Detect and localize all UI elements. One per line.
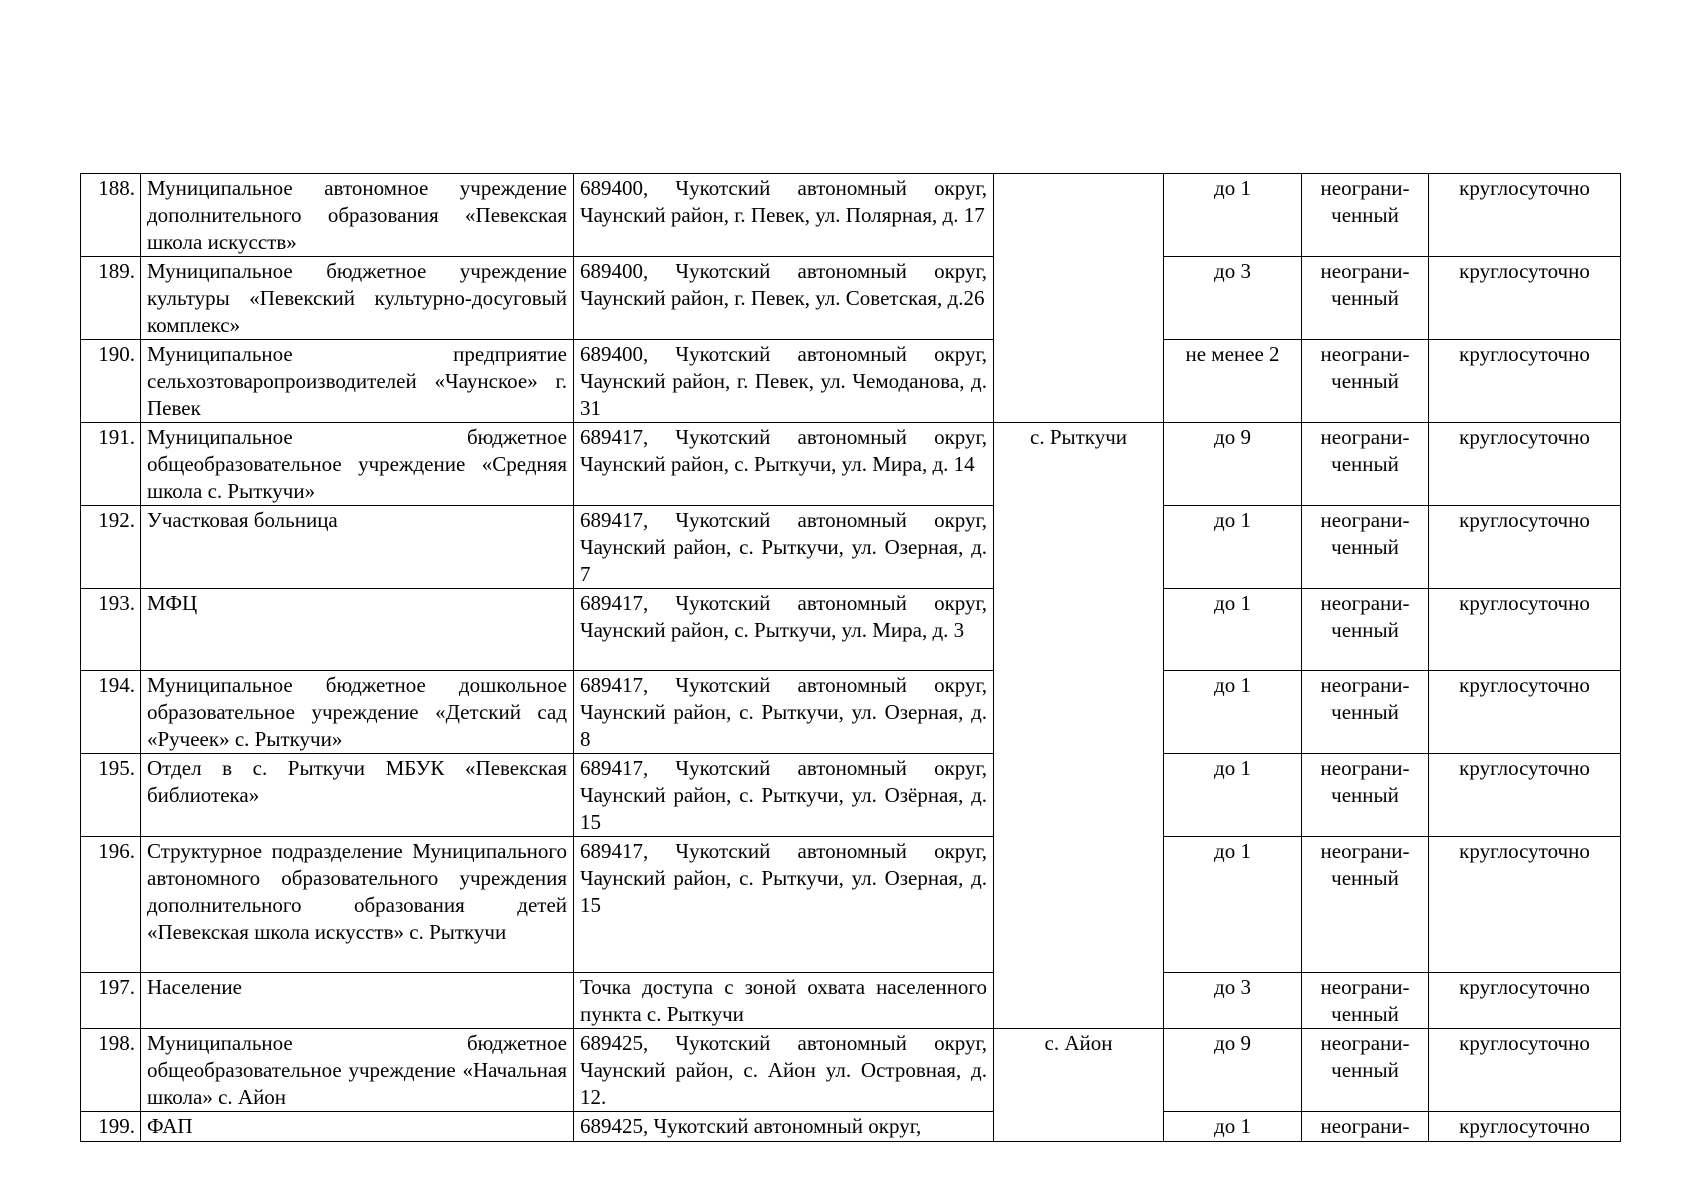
- table-row: [81, 973, 1621, 1029]
- working-hours: круглосуточно: [1429, 506, 1621, 589]
- organization-name: Муниципальное предприятие сельхозтоваропроизводителей «Чаунское» г. Певек: [141, 340, 574, 423]
- table-row: [81, 1029, 1621, 1112]
- traffic-limit: неограни-ченный: [1302, 671, 1429, 754]
- traffic-limit: неограни-ченный: [1302, 589, 1429, 671]
- coverage-range: до 1: [1164, 754, 1302, 837]
- organization-address: 689417, Чукотский автономный округ, Чаунский район, с. Рыткучи, ул. Озёрная, д. 15: [574, 754, 994, 837]
- traffic-limit: неограни-ченный: [1302, 506, 1429, 589]
- organization-name: Муниципальное бюджетное дошкольное образовательное учреждение «Детский сад «Ручеек» с. Рыткучи»: [141, 671, 574, 754]
- working-hours: круглосуточно: [1429, 1029, 1621, 1112]
- row-number: 196.: [81, 837, 141, 973]
- row-number: 194.: [81, 671, 141, 754]
- coverage-range: до 9: [1164, 1029, 1302, 1112]
- organization-name: Отдел в с. Рыткучи МБУК «Певекская библиотека»: [141, 754, 574, 837]
- row-number: 188.: [81, 174, 141, 257]
- working-hours: круглосуточно: [1429, 423, 1621, 506]
- row-number: 189.: [81, 257, 141, 340]
- organization-address: 689417, Чукотский автономный округ, Чаунский район, с. Рыткучи, ул. Озерная, д. 15: [574, 837, 994, 973]
- row-number: 195.: [81, 754, 141, 837]
- organization-address: 689400, Чукотский автономный округ, Чаунский район, г. Певек, ул. Полярная, д. 17: [574, 174, 994, 257]
- working-hours: круглосуточно: [1429, 1112, 1621, 1142]
- organization-name: Муниципальное автономное учреждение дополнительного образования «Певекская школа искусств»: [141, 174, 574, 257]
- row-number: 199.: [81, 1112, 141, 1142]
- table-row: [81, 174, 1621, 257]
- table-row: [81, 340, 1621, 423]
- coverage-range: до 1: [1164, 589, 1302, 671]
- table-row: [81, 837, 1621, 973]
- table-row: [81, 671, 1621, 754]
- coverage-range: до 1: [1164, 506, 1302, 589]
- coverage-range: не менее 2: [1164, 340, 1302, 423]
- organization-address: 689417, Чукотский автономный округ, Чаунский район, с. Рыткучи, ул. Озерная, д. 7: [574, 506, 994, 589]
- organization-address: Точка доступа с зоной охвата населенного пункта с. Рыткучи: [574, 973, 994, 1029]
- row-number: 193.: [81, 589, 141, 671]
- organization-name: ФАП: [141, 1112, 574, 1142]
- traffic-limit: неограни-ченный: [1302, 423, 1429, 506]
- working-hours: круглосуточно: [1429, 340, 1621, 423]
- organization-address: 689417, Чукотский автономный округ, Чаунский район, с. Рыткучи, ул. Озерная, д. 8: [574, 671, 994, 754]
- row-number: 192.: [81, 506, 141, 589]
- working-hours: круглосуточно: [1429, 257, 1621, 340]
- working-hours: круглосуточно: [1429, 973, 1621, 1029]
- traffic-limit: неограни-ченный: [1302, 754, 1429, 837]
- organization-name: МФЦ: [141, 589, 574, 671]
- row-number: 190.: [81, 340, 141, 423]
- traffic-limit: неограни-: [1302, 1112, 1429, 1142]
- row-number: 197.: [81, 973, 141, 1029]
- facilities-table: [80, 173, 1621, 1142]
- row-number: 191.: [81, 423, 141, 506]
- coverage-range: до 9: [1164, 423, 1302, 506]
- locality-rytkuchi: с. Рыткучи: [994, 423, 1164, 1029]
- coverage-range: до 1: [1164, 671, 1302, 754]
- coverage-range: до 1: [1164, 1112, 1302, 1142]
- traffic-limit: неограни-ченный: [1302, 174, 1429, 257]
- traffic-limit: неограни-ченный: [1302, 257, 1429, 340]
- coverage-range: до 1: [1164, 174, 1302, 257]
- organization-name: Муниципальное бюджетное общеобразовательное учреждение «Начальная школа» с. Айон: [141, 1029, 574, 1112]
- row-number: 198.: [81, 1029, 141, 1112]
- table-row: [81, 257, 1621, 340]
- organization-address: 689400, Чукотский автономный округ, Чаунский район, г. Певек, ул. Советская, д.26: [574, 257, 994, 340]
- working-hours: круглосуточно: [1429, 837, 1621, 973]
- traffic-limit: неограни-ченный: [1302, 340, 1429, 423]
- coverage-range: до 3: [1164, 973, 1302, 1029]
- table-row: [81, 1112, 1621, 1142]
- coverage-range: до 1: [1164, 837, 1302, 973]
- organization-name: Население: [141, 973, 574, 1029]
- locality-ayon: с. Айон: [994, 1029, 1164, 1142]
- locality-cell-empty: [994, 174, 1164, 423]
- organization-address: 689417, Чукотский автономный округ, Чаунский район, с. Рыткучи, ул. Мира, д. 14: [574, 423, 994, 506]
- organization-address: 689425, Чукотский автономный округ, Чаунский район, с. Айон ул. Островная, д. 12.: [574, 1029, 994, 1112]
- organization-address: 689417, Чукотский автономный округ, Чаунский район, с. Рыткучи, ул. Мира, д. 3: [574, 589, 994, 671]
- working-hours: круглосуточно: [1429, 671, 1621, 754]
- table-row: [81, 589, 1621, 671]
- organization-address: 689425, Чукотский автономный округ,: [574, 1112, 994, 1142]
- organization-name: Структурное подразделение Муниципального автономного образовательного учреждения дополнительного образования детей «Певекская школа искусств» с. Рыткучи: [141, 837, 574, 973]
- traffic-limit: неограни-ченный: [1302, 973, 1429, 1029]
- organization-name: Муниципальное бюджетное общеобразовательное учреждение «Средняя школа с. Рыткучи»: [141, 423, 574, 506]
- organization-address: 689400, Чукотский автономный округ, Чаунский район, г. Певек, ул. Чемоданова, д. 31: [574, 340, 994, 423]
- organization-name: Участковая больница: [141, 506, 574, 589]
- traffic-limit: неограни-ченный: [1302, 837, 1429, 973]
- working-hours: круглосуточно: [1429, 754, 1621, 837]
- working-hours: круглосуточно: [1429, 589, 1621, 671]
- coverage-range: до 3: [1164, 257, 1302, 340]
- table-row: [81, 754, 1621, 837]
- traffic-limit: неограни-ченный: [1302, 1029, 1429, 1112]
- table-row: [81, 506, 1621, 589]
- table-row: [81, 423, 1621, 506]
- organization-name: Муниципальное бюджетное учреждение культуры «Певекский культурно-досуговый комплекс»: [141, 257, 574, 340]
- working-hours: круглосуточно: [1429, 174, 1621, 257]
